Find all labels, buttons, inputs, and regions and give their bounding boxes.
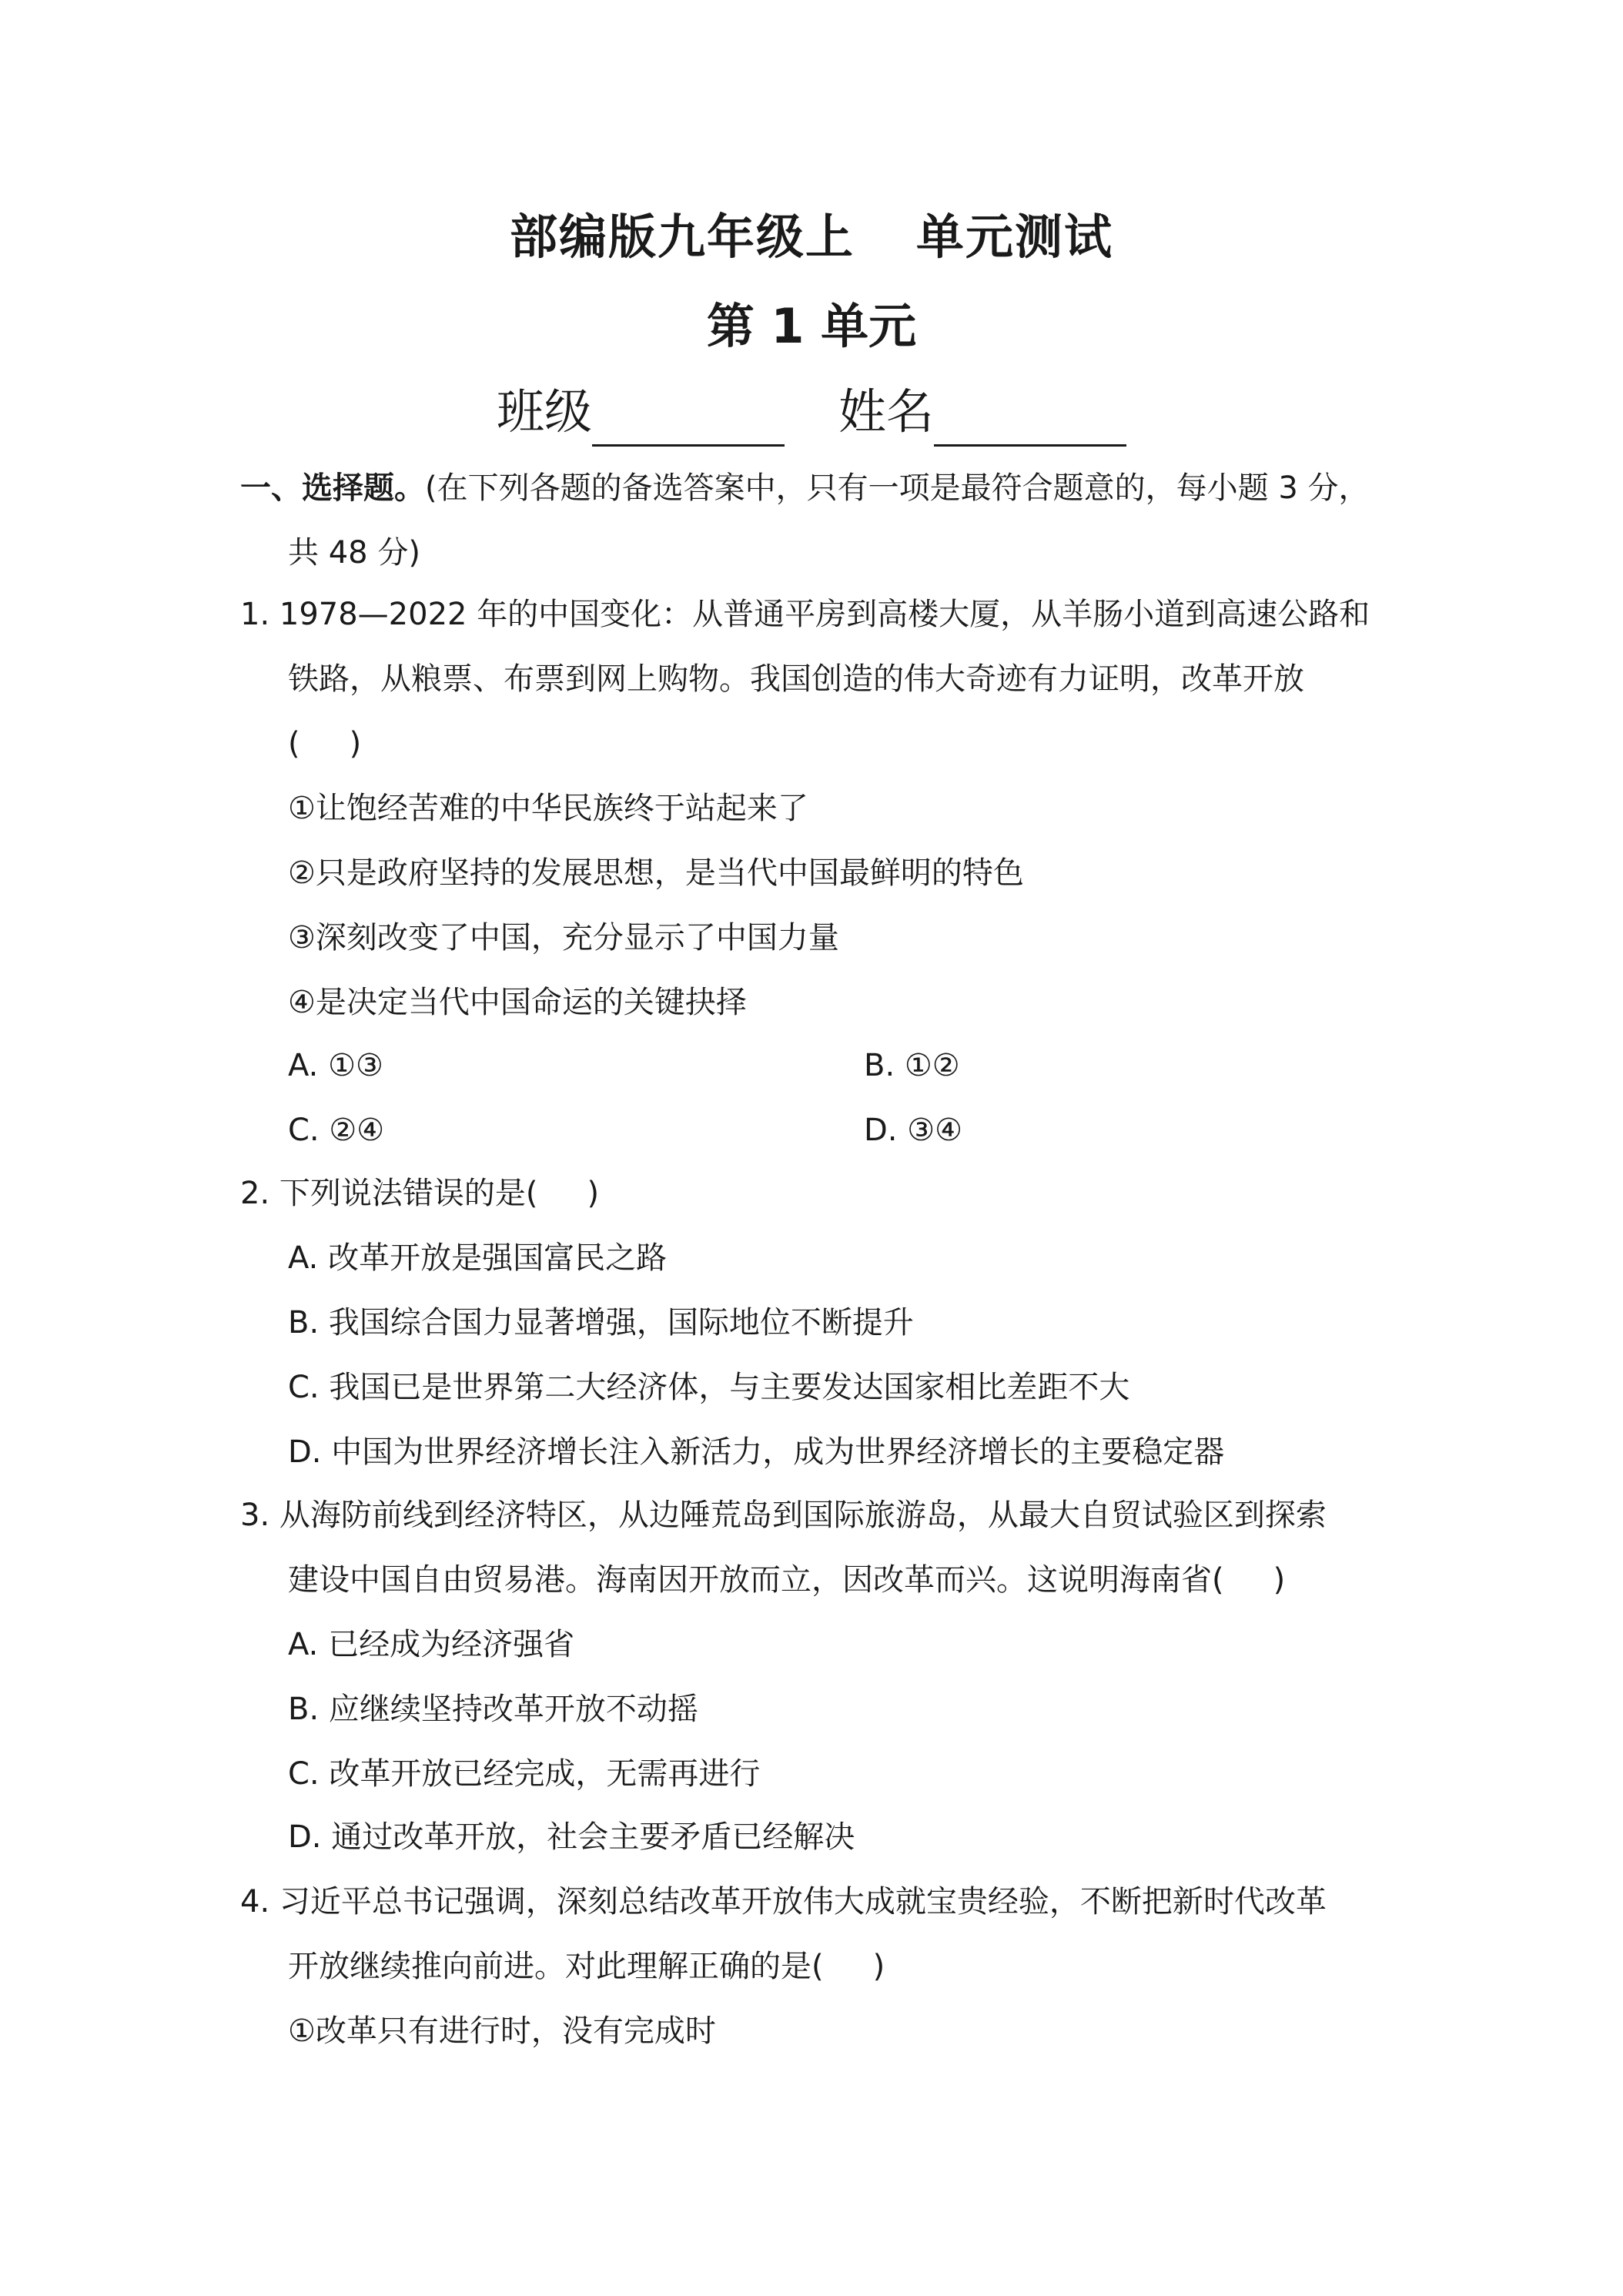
q1-statement-1: ①让饱经苦难的中华民族终于站起来了: [288, 791, 808, 826]
q2-stem: 2. 下列说法错误的是( ): [240, 1176, 600, 1211]
q3-option-b: B. 应继续坚持改革开放不动摇: [288, 1692, 698, 1727]
section-note-line2: 共 48 分): [288, 535, 420, 571]
q3-option-c: C. 改革开放已经完成，无需再进行: [288, 1756, 761, 1792]
q1-option-d: D. ③④: [864, 1113, 962, 1148]
q3-stem-line1: 3. 从海防前线到经济特区，从边陲荒岛到国际旅游岛，从最大自贸试验区到探索: [240, 1498, 1327, 1533]
q1-stem-line1: 1. 1978—2022 年的中国变化：从普通平房到高楼大厦，从羊肠小道到高速公路和: [240, 597, 1370, 632]
q1-option-c: C. ②④: [288, 1113, 385, 1148]
q1-option-a: A. ①③: [288, 1048, 383, 1083]
q4-stem-line2: 开放继续推向前进。对此理解正确的是( ): [288, 1949, 885, 1984]
student-info: [0, 377, 1623, 447]
exam-title-right: 单元测试: [916, 209, 1114, 265]
q2-option-b: B. 我国综合国力显著增强，国际地位不断提升: [288, 1305, 914, 1340]
q3-option-a: A. 已经成为经济强省: [288, 1627, 575, 1662]
unit-title: 第 1 单元: [706, 298, 917, 354]
name-blank: [934, 390, 1126, 447]
section-heading: 一、选择题。: [240, 470, 425, 506]
q1-statement-2: ②只是政府坚持的发展思想，是当代中国最鲜明的特色: [288, 855, 1024, 891]
exam-title: [0, 206, 1623, 268]
q2-option-a: A. 改革开放是强国富民之路: [288, 1240, 668, 1276]
q1-statement-3: ③深刻改变了中国，充分显示了中国力量: [288, 920, 839, 956]
exam-title-left: 部编版九年级上: [509, 209, 855, 265]
q1-stem-line2: 铁路，从粮票、布票到网上购物。我国创造的伟大奇迹有力证明，改革开放: [288, 661, 1304, 697]
section-note: (在下列各题的备选答案中，只有一项是最符合题意的，每小题 3 分，: [425, 470, 1370, 506]
name-label: 姓名: [838, 383, 935, 440]
q4-stem-line1: 4. 习近平总书记强调，深刻总结改革开放伟大成就宝贵经验，不断把新时代改革: [240, 1884, 1327, 1919]
class-label: 班级: [496, 383, 592, 440]
q4-statement-1: ①改革只有进行时，没有完成时: [288, 2013, 716, 2049]
q1-answer-blank: ( ): [288, 726, 362, 761]
q3-stem-line2: 建设中国自由贸易港。海南因开放而立，因改革而兴。这说明海南省( ): [288, 1562, 1286, 1598]
q3-option-d: D. 通过改革开放，社会主要矛盾已经解决: [288, 1819, 855, 1855]
q1-option-b: B. ①②: [864, 1048, 960, 1083]
q2-option-d: D. 中国为世界经济增长注入新活力，成为世界经济增长的主要稳定器: [288, 1434, 1225, 1470]
q2-option-c: C. 我国已是世界第二大经济体，与主要发达国家相比差距不大: [288, 1370, 1130, 1405]
q1-statement-4: ④是决定当代中国命运的关键抉择: [288, 985, 747, 1020]
class-blank: [592, 390, 785, 447]
section-heading-line: [240, 467, 1369, 510]
